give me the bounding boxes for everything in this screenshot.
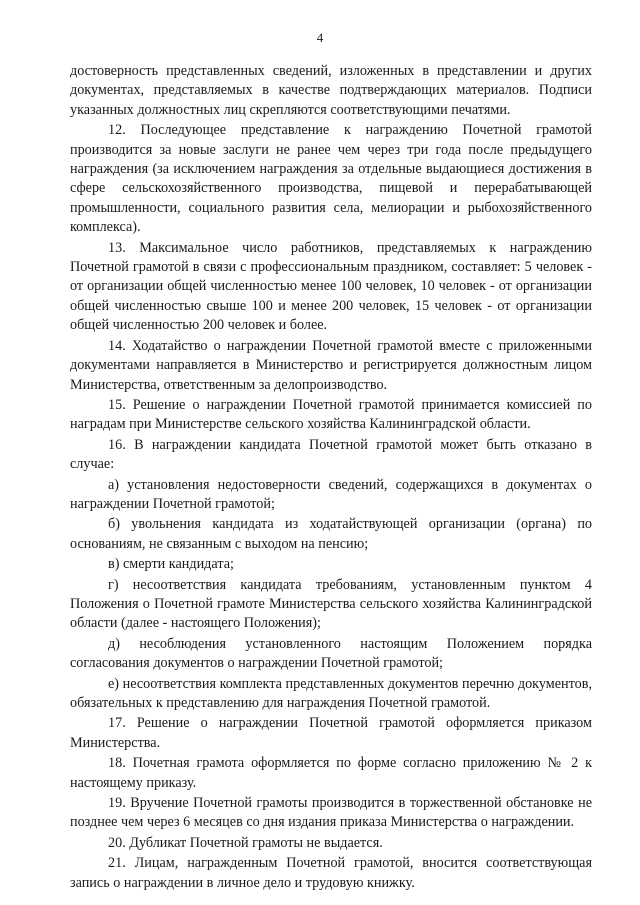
paragraph-12: 12. Последующее представление к награждению Почетной грамотой производится за новые заслуги не ранее чем через три года после предыдущего награждения (за исключением награждения за отдельные выдающиеся достижения в сфере сельскохозяйственного производства, пищевой и перерабатывающей промышленности, социального развития села, мелиорации и рыбохозяйственного комплекса). (70, 122, 592, 236)
paragraph-16-e: е) несоответствия комплекта представленных документов перечню документов, обязательных к представлению для награждения Почетной грамотой. (70, 675, 592, 711)
paragraph-16-b: б) увольнения кандидата из ходатайствующей организации (органа) по основаниям, не связанным с выходом на пенсию; (70, 516, 592, 552)
paragraph-16-d: д) несоблюдения установленного настоящим Положением порядка согласования документов о награждении Почетной грамотой; (70, 635, 592, 672)
page-number: 4 (316, 30, 324, 45)
document-body (70, 62, 592, 894)
paragraph-16-g: г) несоответствия кандидата требованиям, установленным пунктом 4 Положения о Почетной грамоте Министерства сельского хозяйства Калининградской области (далее - настоящего Положения); (70, 576, 592, 632)
paragraph-15: 15. Решение о награждении Почетной грамотой принимается комиссией по наградам при Министерстве сельского хозяйства Калининградской области. (70, 396, 592, 433)
paragraph-21: 21. Лицам, награжденным Почетной грамотой, вносится соответствующая запись о награждении в личное дело и трудовую книжку. (70, 855, 592, 891)
paragraph-16: 16. В награждении кандидата Почетной грамотой может быть отказано в случае: (70, 436, 592, 473)
paragraph-continuation: достоверность представленных сведений, изложенных в представлении и других документах, представляемых в качестве подтверждающих материалов. Подписи указанных должностных лиц скрепляются соответствующими печатями. (70, 63, 592, 118)
paragraph-14: 14. Ходатайство о награждении Почетной грамотой вместе с приложенными документами направляется в Министерство и регистрируется должностным лицом Министерства, ответственным за делопроизводство. (70, 337, 592, 393)
paragraph-13: 13. Максимальное число работников, представляемых к награждению Почетной грамотой в связи с профессиональным праздником, составляет: 5 человек - от организации общей численностью менее 100 человек, 10 человек - от организации общей численностью свыше 100 и менее 200 человек, 15 человек - от организации общей численностью 200 человек и более. (70, 239, 592, 334)
paragraph-18: 18. Почетная грамота оформляется по форме согласно приложению № 2 к настоящему приказу. (70, 755, 592, 791)
paragraph-16-a: а) установления недостоверности сведений, содержащихся в документах о награждении Почетной грамотой; (70, 476, 592, 512)
paragraph-19: 19. Вручение Почетной грамоты производится в торжественной обстановке не позднее чем через 6 месяцев со дня издания приказа Министерства о награждении. (70, 795, 592, 831)
paragraph-20: 20. Дубликат Почетной грамоты не выдается. (108, 834, 383, 851)
paragraph-16-v: в) смерти кандидата; (108, 556, 234, 573)
paragraph-17: 17. Решение о награждении Почетной грамотой оформляется приказом Министерства. (70, 715, 592, 751)
